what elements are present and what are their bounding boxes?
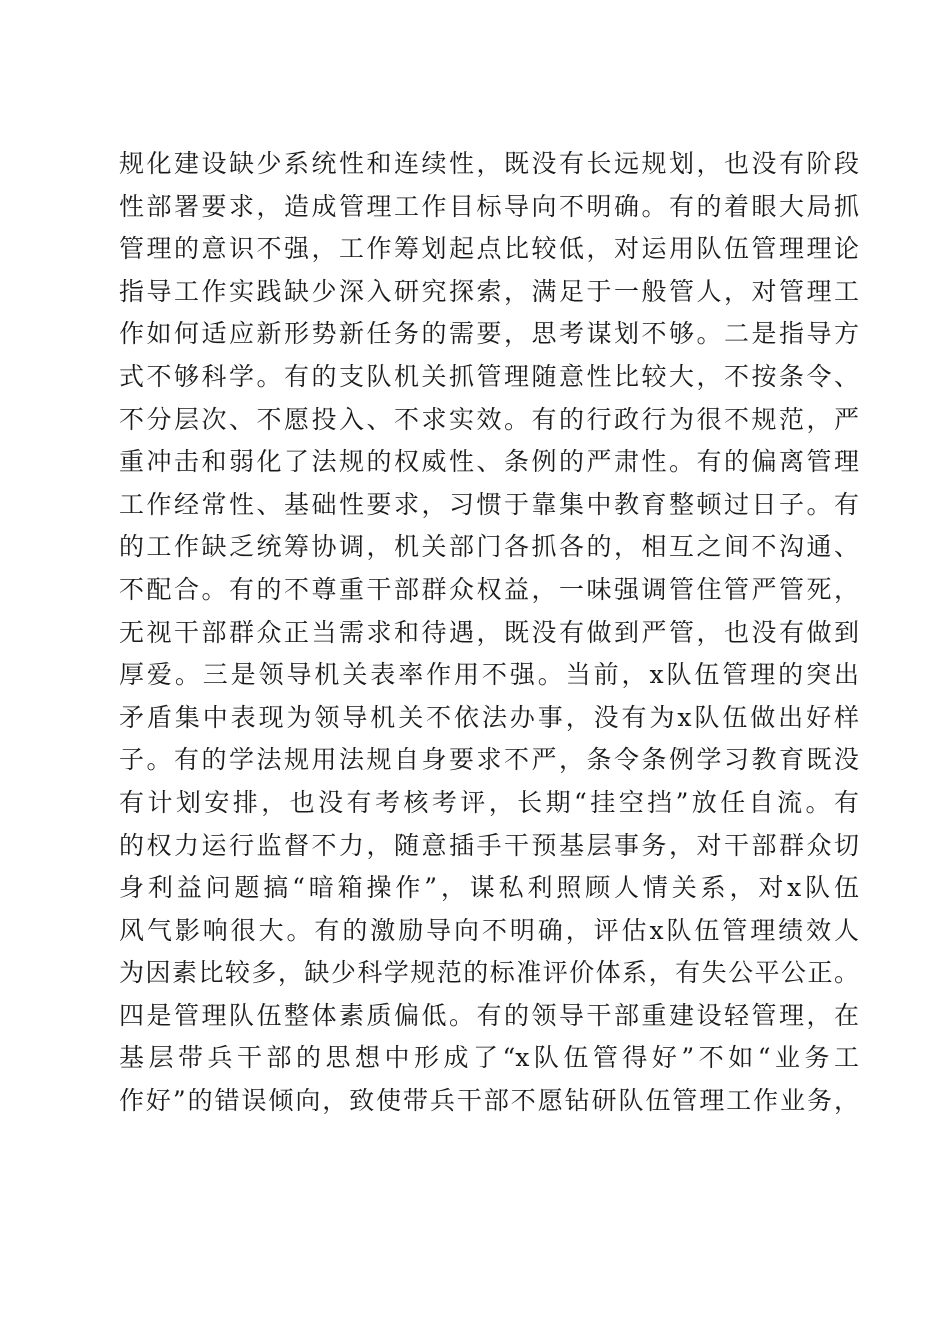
- text-line-11: 不配合。有的不尊重干部群众权益，一味强调管住管严管死，: [119, 574, 859, 604]
- text-line-23: 作好”的错误倾向，致使带兵干部不愿钻研队伍管理工作业务，: [119, 1086, 859, 1116]
- text-line-22: 基层带兵干部的思想中形成了“x队伍管得好”不如“业务工: [119, 1043, 859, 1073]
- text-line-3: 管理的意识不强，工作筹划起点比较低，对运用队伍管理理论: [119, 234, 859, 264]
- text-line-5: 作如何适应新形势新任务的需要，思考谋划不够。二是指导方: [119, 319, 859, 349]
- text-line-2: 性部署要求，造成管理工作目标导向不明确。有的着眼大局抓: [119, 191, 859, 221]
- text-line-8: 重冲击和弱化了法规的权威性、条例的严肃性。有的偏离管理: [119, 447, 859, 477]
- body-paragraph: [119, 143, 859, 1123]
- text-line-21: 四是管理队伍整体素质偏低。有的领导干部重建设轻管理，在: [119, 1000, 859, 1030]
- text-line-9: 工作经常性、基础性要求，习惯于靠集中教育整顿过日子。有: [119, 489, 859, 519]
- text-line-4: 指导工作实践缺少深入研究探索，满足于一般管人，对管理工: [119, 276, 859, 306]
- text-line-1: 规化建设缺少系统性和连续性，既没有长远规划，也没有阶段: [119, 149, 859, 178]
- text-line-15: 子。有的学法规用法规自身要求不严，条令条例学习教育既没: [119, 745, 859, 775]
- text-line-14: 矛盾集中表现为领导机关不依法办事，没有为x队伍做出好样: [119, 702, 859, 732]
- text-line-7: 不分层次、不愿投入、不求实效。有的行政行为很不规范，严: [119, 404, 859, 434]
- text-line-10: 的工作缺乏统筹协调，机关部门各抓各的，相互之间不沟通、: [119, 532, 859, 562]
- text-line-16: 有计划安排，也没有考核考评，长期“挂空挡”放任自流。有: [119, 787, 859, 817]
- text-line-19: 风气影响很大。有的激励导向不明确，评估x队伍管理绩效人: [119, 915, 859, 945]
- text-line-6: 式不够科学。有的支队机关抓管理随意性比较大，不按条令、: [119, 361, 859, 391]
- text-line-20: 为因素比较多，缺少科学规范的标准评价体系，有失公平公正。: [119, 958, 859, 988]
- text-line-12: 无视干部群众正当需求和待遇，既没有做到严管，也没有做到: [119, 617, 859, 647]
- text-line-18: 身利益问题搞“暗箱操作”，谋私利照顾人情关系，对x队伍: [119, 873, 859, 903]
- text-line-13: 厚爱。三是领导机关表率作用不强。当前，x队伍管理的突出: [119, 660, 859, 690]
- text-line-17: 的权力运行监督不力，随意插手干预基层事务，对干部群众切: [119, 830, 859, 860]
